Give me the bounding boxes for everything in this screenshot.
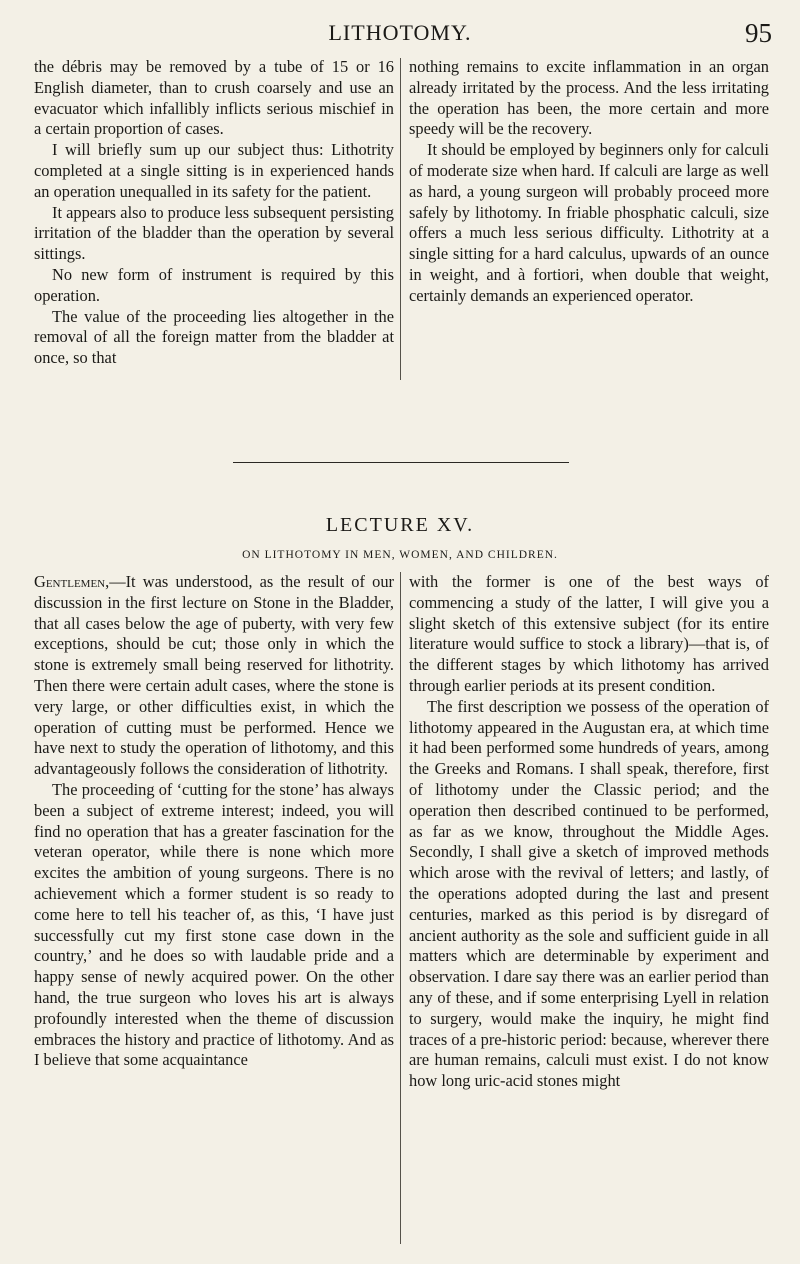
paragraph: nothing remains to excite inflammation in an organ already irritated by the process. And the less irritating the operation has been, the more certain and more speedy will be the recovery. <box>409 57 769 139</box>
running-head <box>0 18 800 48</box>
bottom-left-column <box>34 572 394 1071</box>
section-divider <box>233 462 569 463</box>
lecture-heading: LECTURE XV. <box>325 514 475 536</box>
top-right-column <box>409 57 769 307</box>
lecture-subtitle: ON LITHOTOMY IN MEN, WOMEN, AND CHILDREN. <box>242 549 558 561</box>
bottom-right-column <box>409 572 769 1092</box>
page-number: 95 <box>745 18 772 48</box>
paragraph: It should be employed by beginners only for calculi of moderate size when hard. If calculi are large as well as hard, a young surgeon will probably proceed more safely by lithotomy. In friable phosphatic calculi, size offers a much less serious difficulty. Lithotrity at a single sitting for a hard calculus, upwards of an ounce in weight, and à fortiori, when double that weight, certainly demands an experienced operator. <box>409 140 769 305</box>
opening-paragraph-text: —It was understood, as the result of our discussion in the first lecture on Stone in the Bladder, that all cases below the age of puberty, with very few exceptions, should be cut; those only in which the stone is extremely small being reserved for lithotrity. Then there were certain adult cases, where the stone is very large, or other difficulties exist, in which the operation of cutting must be performed. Hence we have next to study the operation of lithotomy, and this advantageously follows the consideration of lithotrity. <box>34 572 394 779</box>
paragraph: with the former is one of the best ways of commencing a study of the latter, I will give you a slight sketch of this extensive subject (for its entire literature would suffice to stock a library)—that is, of the different stages by which lithotomy has arrived through earlier periods at its present condition. <box>409 572 769 695</box>
top-left-column <box>34 57 394 369</box>
paragraph: I will briefly sum up our subject thus: Lithotrity completed at a single sitting is in experienced hands an operation unequalled in its safety for the patient. <box>34 140 394 201</box>
paragraph: The value of the proceeding lies altogether in the removal of all the foreign matter from the bladder at once, so that <box>34 306 394 368</box>
running-title: LITHOTOMY. <box>328 20 472 45</box>
paragraph: No new form of instrument is required by this operation. <box>34 264 394 305</box>
opening-paragraph <box>34 572 394 780</box>
paragraph: The proceeding of ‘cutting for the stone’ has always been a subject of extreme interest; indeed, you will find no operation that has a greater fascination for the veteran operator, while there is none which more excites the ambition of young surgeons. There is no achievement which a former student is so ready to come here to tell his teacher of, as this, ‘I have just successfully cut my first stone case down in the country,’ and he does so with laudable pride and a happy sense of newly acquired power. On the other hand, the true surgeon who loves his art is always profoundly interested when the theme of discussion embraces the history and practice of lithotomy. And as I believe that some acquaintance <box>34 779 394 1070</box>
salutation: Gentlemen, <box>34 572 110 591</box>
column-divider <box>400 572 401 1244</box>
paragraph: It appears also to produce less subsequent persisting irritation of the bladder than the operation by several sittings. <box>34 202 394 264</box>
paragraph: the débris may be removed by a tube of 15 or 16 English diameter, than to crush coarsely and use an evacuator which infallibly inflicts serious mischief in a certain proportion of cases. <box>34 57 394 139</box>
column-divider <box>400 58 401 380</box>
paragraph: The first description we possess of the operation of lithotomy appeared in the Augustan era, at which time it had been performed some hundreds of years, among the Greeks and Romans. I shall speak, therefore, first of lithotomy under the Classic period; and the operation then described continued to be performed, as far as we know, throughout the Middle Ages. Secondly, I shall give a sketch of improved methods which arose with the revival of letters; and lastly, of the operations adopted during the last and present centuries, marked as this period is by disregard of ancient authority as the sole and sufficient guide in all matters which are determinable by experiment and observation. I dare say there was an earlier period than any of these, and if some enterprising Lyell in relation to surgery, would make the inquiry, he might find traces of a pre-historic period: because, wherever there are human remains, calculi must exist. I do not know how long uric-acid stones might <box>409 696 769 1091</box>
